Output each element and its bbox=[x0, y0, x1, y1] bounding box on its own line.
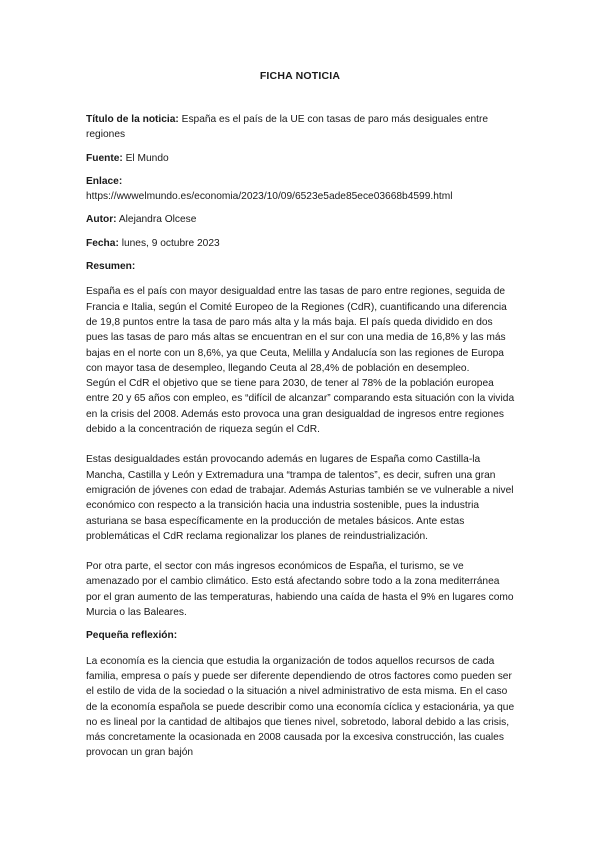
document-body bbox=[86, 112, 516, 761]
enlace-link[interactable]: https://wwwelmundo.es/economia/2023/10/09/6523e5ade85ece03668b4599.html bbox=[86, 191, 453, 203]
field-fuente bbox=[86, 151, 516, 166]
reflexion-heading: Pequeña reflexión: bbox=[86, 630, 178, 642]
field-titulo bbox=[86, 112, 516, 143]
titulo-label: Título de la noticia: bbox=[86, 114, 179, 125]
fuente-label: Fuente: bbox=[86, 152, 123, 164]
resumen-paragraph-3: Estas desigualdades están provocando además en lugares de España como Castilla-la Mancha, Castilla y León y Extremadura una “trampa de talentos”, es decir, sufren una gran emigración de jóvenes con edad de trabajar. Además Asturias también se ve vulnerable a nivel económico con respecto a la transición hacia una industria sostenible, pues la industria asturiana se basa específicamente en la producción de metales básicos. Ante estas problemáticas el CdR reclama regionalizar los planes de reindustrialización. bbox=[86, 454, 514, 542]
titulo-value: España es el país de la UE con tasas de paro más desiguales entre regiones bbox=[86, 114, 489, 141]
reflexion-paragraph: La economía es la ciencia que estudia la organización de todos aquellos recursos de cada familia, empresa o país y puede ser diferente dependiendo de otros factores como pueden ser el estilo de vida de la sociedad o la situación a nivel administrativo de esta misma. En el caso de la economía española se puede describir como una economía cíclica y estacionária, ya que no es lineal por la cantidad de altibajos que tienes nivel, sobretodo, laboral debido a las crisis, más concretamente la ocasionada en 2008 causada por la excesiva construcción, las cuales provocan un gran bajón bbox=[86, 655, 515, 759]
autor-value: Alejandra Olcese bbox=[118, 214, 197, 226]
resumen-heading: Resumen: bbox=[86, 261, 136, 273]
resumen-paragraph-2: Según el CdR el objetivo que se tiene para 2030, de tener al 78% de la población europea entre 20 y 65 años con empleo, es “difícil de alcanzar” comparando esta situación con la vivida en la crisis del 2008. Además esto provoca una gran desigualdad de ingresos entre regiones debido a la concentración de riqueza según el CdR. bbox=[86, 378, 515, 436]
resumen-paragraph-1: España es el país con mayor desigualdad entre las tasas de paro entre regiones, seguida de Francia e Italia, según el Comité Europeo de la Regiones (CdR), cuantificando una diferencia de 19,8 puntos entre la tasa de paro más alta y la más baja. El país queda dividido en dos pues las tasas de paro más altas se encuentran en el sur con una media de 16,8% y las más bajas en el norte con un 8,6%, ya que Ceuta, Melilla y Andalucía son las regiones de Europa con mayor tasa de desempleo, llegando Ceuta al 28,4% de población en desempleo. bbox=[86, 286, 507, 374]
enlace-label: Enlace: bbox=[86, 175, 123, 187]
field-autor bbox=[86, 212, 516, 227]
field-fecha bbox=[86, 236, 516, 251]
autor-label: Autor: bbox=[86, 214, 117, 226]
document-title: FICHA NOTICIA bbox=[259, 70, 341, 82]
fecha-value: lunes, 9 octubre 2023 bbox=[121, 237, 220, 249]
fecha-label: Fecha: bbox=[86, 237, 119, 249]
field-enlace bbox=[86, 174, 516, 205]
fuente-value: El Mundo bbox=[125, 152, 169, 164]
resumen-paragraph-4: Por otra parte, el sector con más ingresos económicos de España, el turismo, se ve amenazado por el cambio climático. Esto está afectando sobre todo a la zona mediterránea por el gran aumento de las temperaturas, habiendo una caída de hasta el 9% en lugares como Murcia o las Baleares. bbox=[86, 561, 514, 619]
